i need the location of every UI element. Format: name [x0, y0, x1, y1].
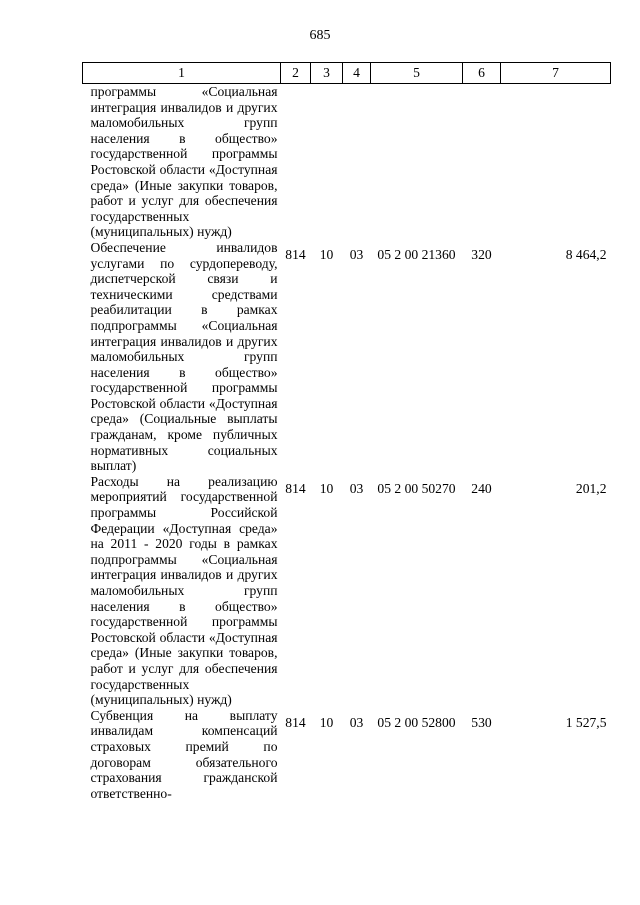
column-header-6: 6: [463, 63, 501, 84]
column-header-2: 2: [281, 63, 311, 84]
row-description: программы «Социальная интеграция инвалидов и других маломобильных групп населения в общество» государственной программы Ростовской области «Доступная среда» (Иные закупки товаров, работ и услуг для обеспечения государственных (муниципальных) нужд): [90, 84, 278, 240]
budget-table: [82, 62, 611, 801]
section-code: 10: [319, 480, 334, 496]
subsection-code: [343, 84, 371, 240]
ministry-code: 814: [285, 246, 306, 262]
ministry-code: [281, 84, 311, 240]
table-row: [83, 708, 611, 802]
column-header-5: 5: [371, 63, 463, 84]
amount: 201,2: [575, 480, 607, 496]
page-number: 685: [309, 28, 331, 43]
row-description: Субвенция на выплату инвалидам компенсаций страховых премий по договорам обязательного страхования гражданской ответственно-: [90, 707, 278, 801]
ministry-code: 814: [285, 714, 306, 730]
expense-type-code: 320: [471, 246, 492, 262]
amount: [501, 84, 611, 240]
header-row: [83, 63, 611, 84]
expense-type-code: [463, 84, 501, 240]
subsection-code: 03: [349, 480, 364, 496]
ministry-code: 814: [285, 480, 306, 496]
expense-type-code: 240: [471, 480, 492, 496]
section-code: [311, 84, 343, 240]
table-row: [83, 240, 611, 474]
target-article-code: 05 2 00 50270: [377, 480, 456, 496]
table-row: [83, 84, 611, 240]
section-code: 10: [319, 246, 334, 262]
column-header-3: 3: [311, 63, 343, 84]
column-header-1: 1: [83, 63, 281, 84]
row-description: Обеспечение инвалидов услугами по сурдопереводу, диспетчерской связи и техническими средствами реабилитации в рамках подпрограммы «Социальная интеграция инвалидов и других маломобильных групп населения в общество» государственной программы Ростовской области «Доступная среда» (Социальные выплаты гражданам, кроме публичных нормативных социальных выплат): [90, 239, 278, 474]
subsection-code: 03: [349, 246, 364, 262]
amount: 8 464,2: [565, 246, 607, 262]
target-article-code: 05 2 00 52800: [377, 714, 456, 730]
row-description: Расходы на реализацию мероприятий государственной программы Российской Федерации «Доступная среда» на 2011 - 2020 годы в рамках подпрограммы «Социальная интеграция инвалидов и других маломобильных групп населения в общество» государственной программы Ростовской области «Доступная среда» (Иные закупки товаров, работ и услуг для обеспечения государственных (муниципальных) нужд): [90, 473, 278, 708]
section-code: 10: [319, 714, 334, 730]
subsection-code: 03: [349, 714, 364, 730]
column-header-4: 4: [343, 63, 371, 84]
amount: 1 527,5: [565, 714, 607, 730]
target-article-code: [371, 84, 463, 240]
column-header-7: 7: [501, 63, 611, 84]
target-article-code: 05 2 00 21360: [377, 246, 456, 262]
table-row: [83, 474, 611, 708]
expense-type-code: 530: [471, 714, 492, 730]
